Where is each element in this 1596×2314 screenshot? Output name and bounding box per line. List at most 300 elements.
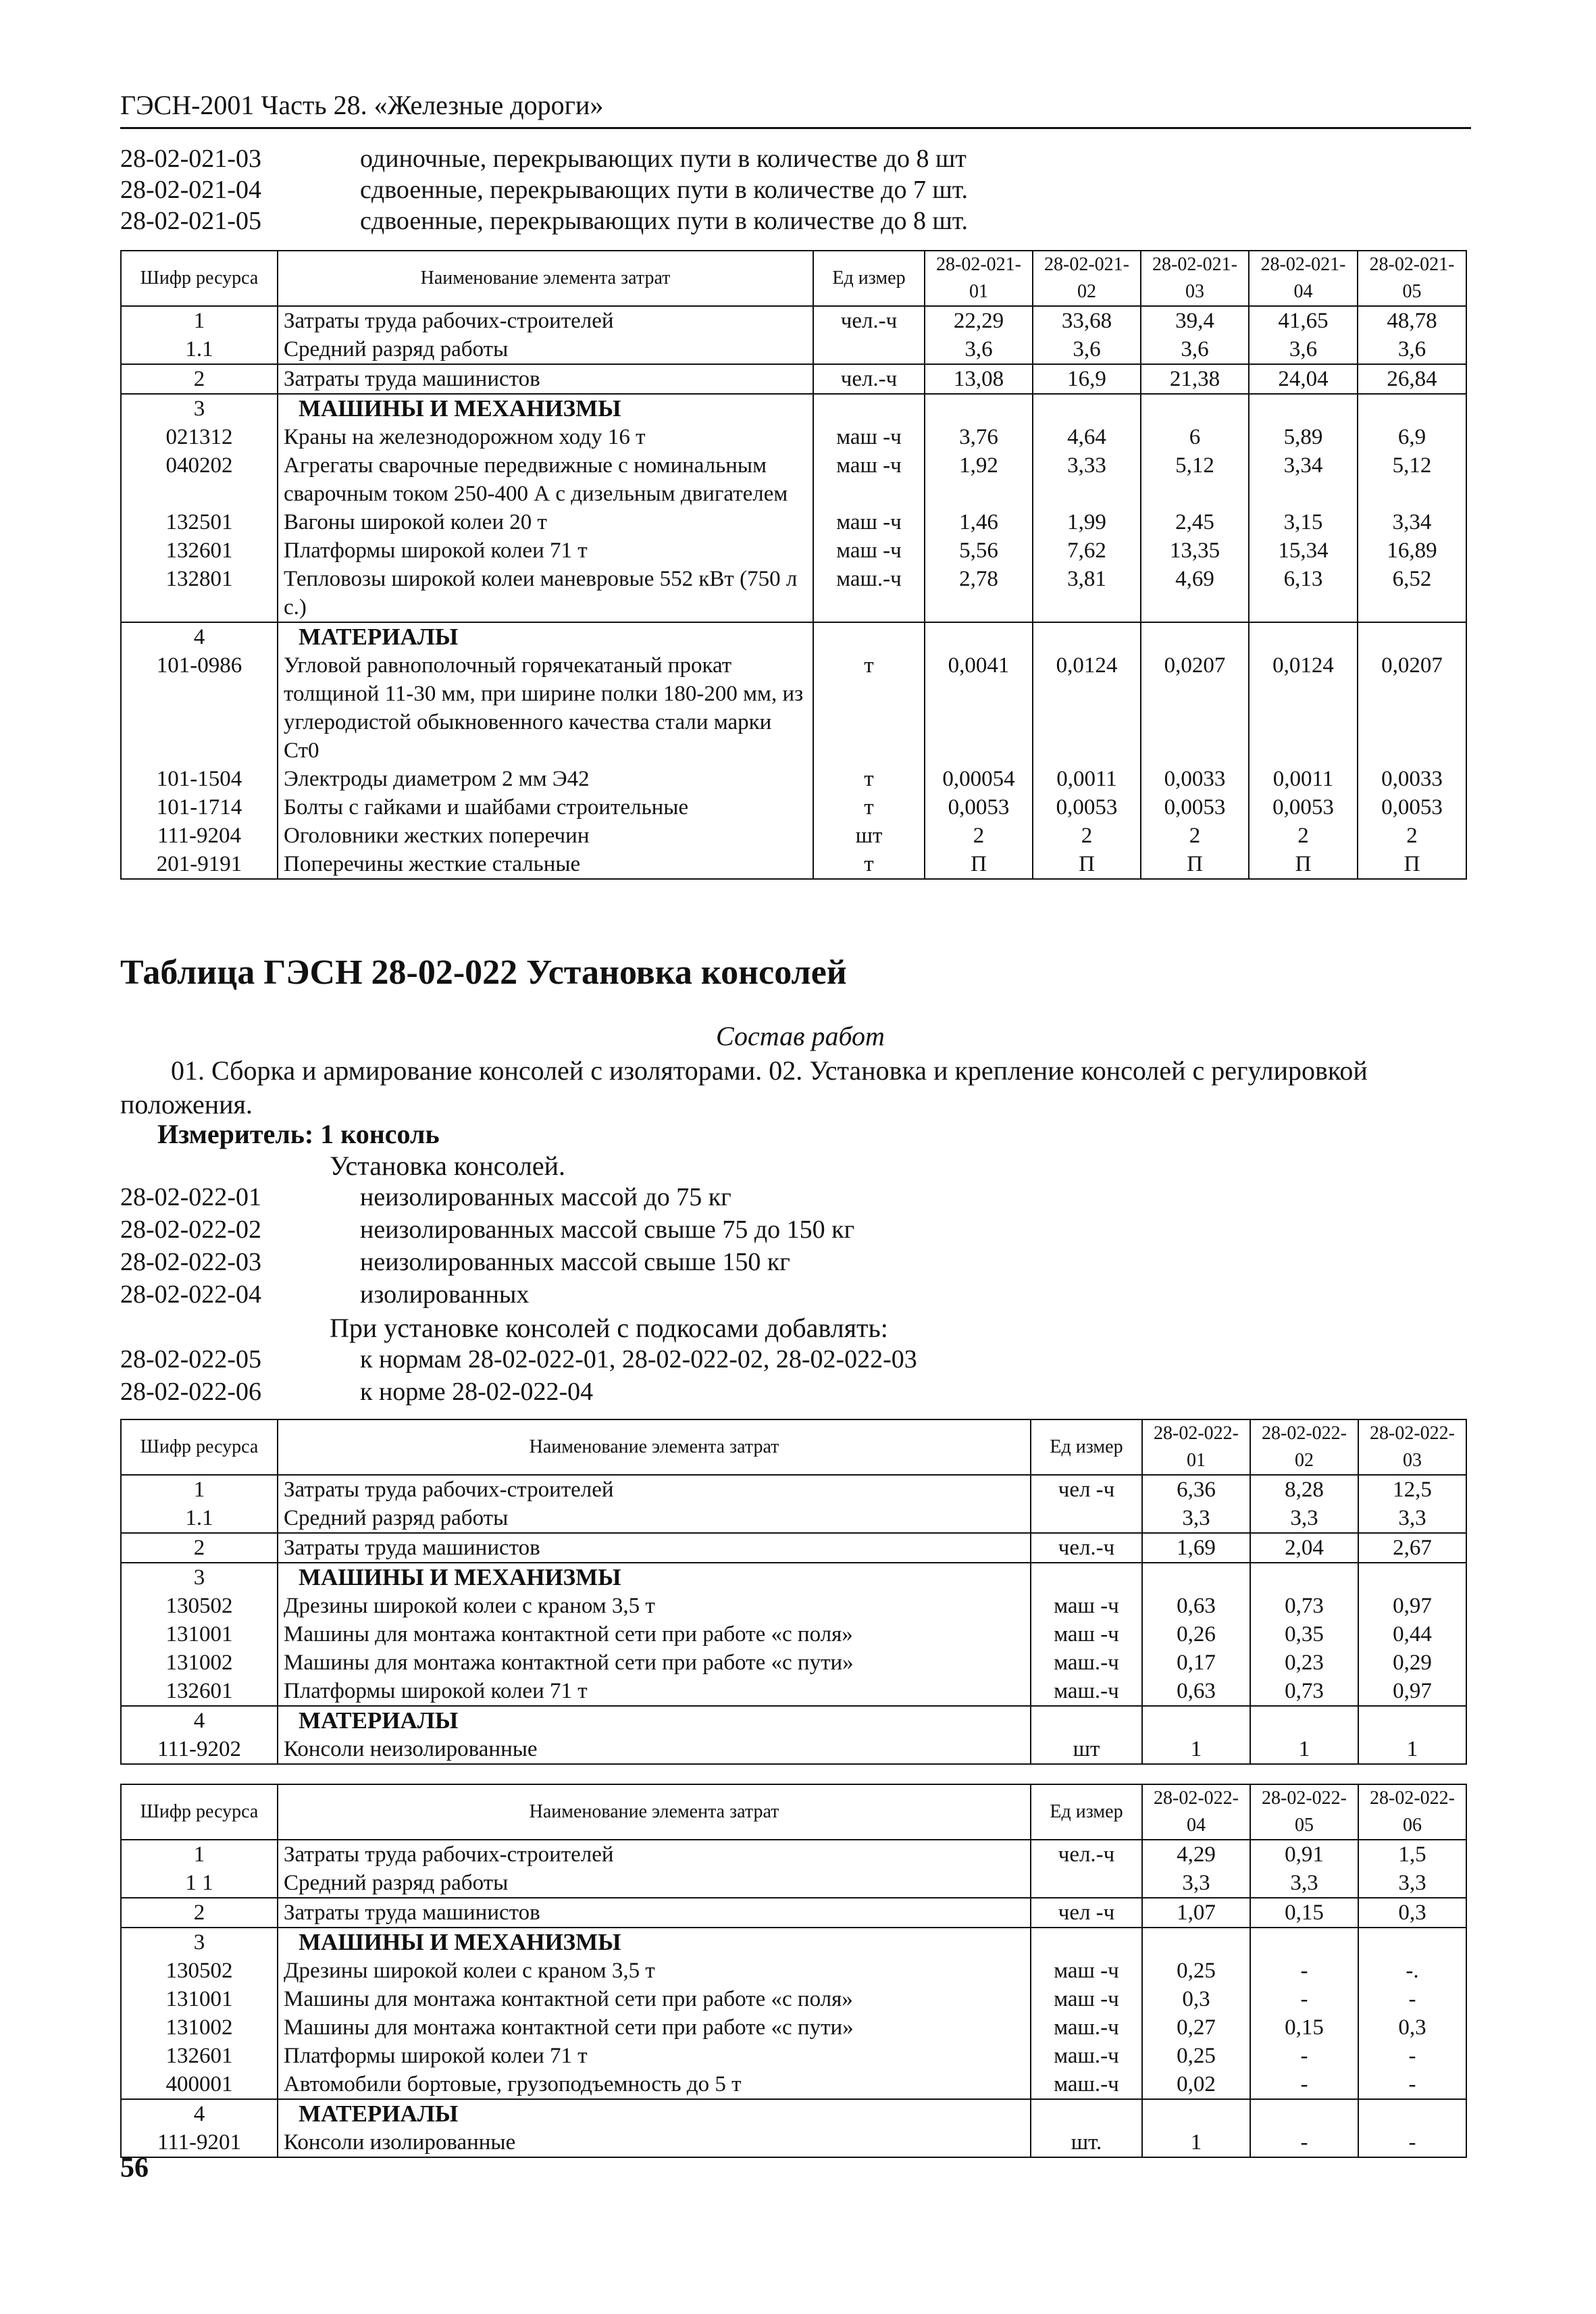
- unit-cell: [1031, 2099, 1142, 2128]
- table-row: [121, 765, 1466, 793]
- value-cell: 0,0011: [1249, 765, 1358, 793]
- resource-code-cell: 131001: [121, 1620, 278, 1649]
- value-cell: 3,6: [1033, 335, 1141, 364]
- table-row: [121, 1735, 1466, 1764]
- value-cell: П: [1249, 850, 1358, 879]
- unit-cell: т: [813, 850, 925, 879]
- value-cell: [1358, 622, 1466, 651]
- value-cell: 8,28: [1250, 1475, 1358, 1504]
- table-row: [121, 793, 1466, 822]
- cipher-header: Шифр ресурса: [121, 1784, 278, 1840]
- unit-cell: маш -ч: [813, 451, 925, 508]
- running-header: ГЭСН-2001 Часть 28. «Железные дороги»: [120, 90, 604, 120]
- resource-code-cell: 4: [121, 1706, 278, 1735]
- table-row: [121, 1985, 1466, 2013]
- resource-code-cell: 400001: [121, 2070, 278, 2099]
- cipher-header: Шифр ресурса: [121, 1419, 278, 1475]
- unit-cell: [1031, 1928, 1142, 1957]
- norm-code: 28-02-022-06: [120, 1378, 261, 1406]
- table-row: [121, 1869, 1466, 1898]
- resource-name-cell: Платформы широкой колеи 71 т: [278, 1677, 1031, 1706]
- unit-cell: маш -ч: [813, 423, 925, 451]
- resource-name-cell: Машины для монтажа контактной сети при работе «с поля»: [278, 1620, 1031, 1649]
- resource-name-cell: Оголовники жестких поперечин: [278, 822, 813, 850]
- value-cell: 2: [1249, 822, 1358, 850]
- norm-description: одиночные, перекрывающих пути в количестве до 8 шт: [360, 145, 967, 173]
- value-cell: -: [1358, 2128, 1466, 2157]
- unit-cell: т: [813, 765, 925, 793]
- value-cell: 0,0011: [1033, 765, 1141, 793]
- unit-cell: маш -ч: [813, 508, 925, 536]
- measure-unit: Измеритель: 1 консоль: [157, 1119, 440, 1149]
- value-cell: -: [1358, 2070, 1466, 2099]
- resource-code-cell: 1: [121, 306, 278, 335]
- resource-code-cell: 111-9202: [121, 1735, 278, 1764]
- unit-cell: чел.-ч: [1031, 1840, 1142, 1869]
- resource-code-cell: 3: [121, 1563, 278, 1592]
- code-line: [120, 1247, 1471, 1278]
- value-cell: 0,0053: [1141, 793, 1249, 822]
- resource-code-cell: 111-9201: [121, 2128, 278, 2157]
- resource-code-cell: 3: [121, 1928, 278, 1957]
- table-row: [121, 364, 1466, 394]
- value-cell: [1358, 394, 1466, 423]
- resource-code-cell: 101-1504: [121, 765, 278, 793]
- norm-column-header: 28-02-022-03: [1358, 1419, 1466, 1475]
- norm-column-header: 28-02-021-03: [1141, 251, 1249, 306]
- value-cell: [1142, 1928, 1250, 1957]
- norm-description: неизолированных массой до 75 кг: [360, 1183, 731, 1211]
- category-heading-cell: МАШИНЫ И МЕХАНИЗМЫ: [278, 1928, 1031, 1957]
- value-cell: 24,04: [1249, 364, 1358, 394]
- resource-table-2: [120, 1419, 1467, 1765]
- value-cell: 0,3: [1358, 1898, 1466, 1928]
- resource-name-cell: Затраты труда машинистов: [278, 364, 813, 394]
- unit-cell: маш.-ч: [1031, 1649, 1142, 1677]
- addition-note: При установке консолей с подкосами добавлять:: [330, 1313, 888, 1343]
- category-heading-cell: МАТЕРИАЛЫ: [278, 2099, 1031, 2128]
- value-cell: 3,76: [925, 423, 1033, 451]
- resource-name-cell: Средний разряд работы: [278, 1504, 1031, 1533]
- value-cell: [1249, 394, 1358, 423]
- value-cell: 39,4: [1141, 306, 1249, 335]
- value-cell: [1250, 1563, 1358, 1592]
- code-line: [120, 1344, 1471, 1375]
- table-row: [121, 822, 1466, 850]
- table-row: [121, 1620, 1466, 1649]
- value-cell: 3,6: [925, 335, 1033, 364]
- value-cell: 6,13: [1249, 565, 1358, 622]
- value-cell: [1249, 622, 1358, 651]
- value-cell: 1: [1358, 1735, 1466, 1764]
- resource-code-cell: 132501: [121, 508, 278, 536]
- value-cell: 0,15: [1250, 1898, 1358, 1928]
- resource-name-cell: Средний разряд работы: [278, 335, 813, 364]
- value-cell: 0,17: [1142, 1649, 1250, 1677]
- name-header: Наименование элемента затрат: [278, 1784, 1031, 1840]
- value-cell: 12,5: [1358, 1475, 1466, 1504]
- value-cell: 0,73: [1250, 1677, 1358, 1706]
- table-row: [121, 1504, 1466, 1533]
- value-cell: 1,5: [1358, 1840, 1466, 1869]
- value-cell: 16,89: [1358, 536, 1466, 565]
- value-cell: 0,0124: [1033, 651, 1141, 765]
- resource-name-cell: Электроды диаметром 2 мм Э42: [278, 765, 813, 793]
- value-cell: 4,29: [1142, 1840, 1250, 1869]
- value-cell: 3,6: [1141, 335, 1249, 364]
- value-cell: 2: [1141, 822, 1249, 850]
- value-cell: 0,97: [1358, 1677, 1466, 1706]
- resource-code-cell: 2: [121, 1533, 278, 1563]
- norm-column-header: 28-02-022-05: [1250, 1784, 1358, 1840]
- norm-column-header: 28-02-021-04: [1249, 251, 1358, 306]
- value-cell: 0,0124: [1249, 651, 1358, 765]
- subsection-heading: Установка консолей.: [330, 1151, 566, 1181]
- unit-cell: чел.-ч: [1031, 1533, 1142, 1563]
- table-row: [121, 1840, 1466, 1869]
- page-number: 56: [120, 2153, 149, 2184]
- value-cell: 5,89: [1249, 423, 1358, 451]
- table-row: [121, 850, 1466, 879]
- resource-code-cell: 4: [121, 622, 278, 651]
- norm-code: 28-02-022-01: [120, 1183, 261, 1211]
- name-header: Наименование элемента затрат: [278, 251, 813, 306]
- table-row: [121, 1475, 1466, 1504]
- category-row: [121, 1563, 1466, 1592]
- value-cell: 3,3: [1142, 1869, 1250, 1898]
- value-cell: 41,65: [1249, 306, 1358, 335]
- value-cell: 2,04: [1250, 1533, 1358, 1563]
- value-cell: 3,3: [1358, 1504, 1466, 1533]
- resource-code-cell: 131002: [121, 1649, 278, 1677]
- norm-column-header: 28-02-022-02: [1250, 1419, 1358, 1475]
- code-line: [120, 143, 1471, 174]
- table-row: [121, 2042, 1466, 2070]
- value-cell: 3,3: [1250, 1504, 1358, 1533]
- value-cell: -: [1358, 2042, 1466, 2070]
- resource-name-cell: Дрезины широкой колеи с краном 3,5 т: [278, 1957, 1031, 1985]
- value-cell: [1358, 2099, 1466, 2128]
- category-heading-cell: МАТЕРИАЛЫ: [278, 622, 813, 651]
- value-cell: 5,12: [1358, 451, 1466, 508]
- table-header-row: [121, 1419, 1466, 1475]
- category-row: [121, 1706, 1466, 1735]
- value-cell: 0,00054: [925, 765, 1033, 793]
- value-cell: 4,64: [1033, 423, 1141, 451]
- unit-cell: шт: [813, 822, 925, 850]
- value-cell: -: [1250, 2070, 1358, 2099]
- value-cell: 1,07: [1142, 1898, 1250, 1928]
- value-cell: 0,26: [1142, 1620, 1250, 1649]
- resource-name-cell: Машины для монтажа контактной сети при работе «с пути»: [278, 1649, 1031, 1677]
- unit-cell: [1031, 1563, 1142, 1592]
- value-cell: 3,15: [1249, 508, 1358, 536]
- resource-name-cell: Затраты труда машинистов: [278, 1533, 1031, 1563]
- value-cell: П: [1141, 850, 1249, 879]
- work-composition-text: 01. Сборка и армирование консолей с изоляторами. 02. Установка и крепление консолей с регулировкой положения.: [120, 1055, 1368, 1120]
- value-cell: 0,02: [1142, 2070, 1250, 2099]
- resource-code-cell: 040202: [121, 451, 278, 508]
- resource-code-cell: 101-0986: [121, 651, 278, 765]
- value-cell: 3,6: [1358, 335, 1466, 364]
- value-cell: 0,63: [1142, 1677, 1250, 1706]
- value-cell: 15,34: [1249, 536, 1358, 565]
- resource-name-cell: Затраты труда рабочих-строителей: [278, 306, 813, 335]
- value-cell: -: [1358, 1985, 1466, 2013]
- value-cell: 1,69: [1142, 1533, 1250, 1563]
- resource-code-cell: 131001: [121, 1985, 278, 2013]
- unit-cell: маш -ч: [1031, 1985, 1142, 2013]
- value-cell: 1: [1142, 2128, 1250, 2157]
- unit-cell: маш.-ч: [1031, 2013, 1142, 2042]
- value-cell: 2: [1358, 822, 1466, 850]
- norm-description: к норме 28-02-022-04: [360, 1378, 594, 1406]
- unit-cell: маш.-ч: [1031, 1677, 1142, 1706]
- value-cell: 48,78: [1358, 306, 1466, 335]
- resource-table-1: [120, 250, 1467, 880]
- value-cell: 0,73: [1250, 1592, 1358, 1620]
- norm-description: неизолированных массой свыше 75 до 150 кг: [360, 1215, 855, 1244]
- value-cell: П: [925, 850, 1033, 879]
- norm-column-header: 28-02-022-01: [1142, 1419, 1250, 1475]
- norm-code: 28-02-022-05: [120, 1345, 261, 1374]
- value-cell: 16,9: [1033, 364, 1141, 394]
- resource-code-cell: 132601: [121, 1677, 278, 1706]
- resource-name-cell: Болты с гайками и шайбами строительные: [278, 793, 813, 822]
- value-cell: 1,92: [925, 451, 1033, 508]
- value-cell: 0,0033: [1358, 765, 1466, 793]
- resource-code-cell: 132601: [121, 536, 278, 565]
- value-cell: 7,62: [1033, 536, 1141, 565]
- value-cell: 0,23: [1250, 1649, 1358, 1677]
- value-cell: [1358, 1706, 1466, 1735]
- value-cell: 1: [1142, 1735, 1250, 1764]
- value-cell: 0,27: [1142, 2013, 1250, 2042]
- unit-cell: чел.-ч: [813, 364, 925, 394]
- table-row: [121, 423, 1466, 451]
- table-row: [121, 1649, 1466, 1677]
- value-cell: [925, 394, 1033, 423]
- value-cell: 3,3: [1250, 1869, 1358, 1898]
- resource-code-cell: 3: [121, 394, 278, 423]
- value-cell: 6: [1141, 423, 1249, 451]
- value-cell: 3,33: [1033, 451, 1141, 508]
- norm-description: сдвоенные, перекрывающих пути в количестве до 8 шт.: [360, 207, 969, 235]
- norm-code: 28-02-021-04: [120, 176, 261, 204]
- value-cell: П: [1033, 850, 1141, 879]
- resource-name-cell: Машины для монтажа контактной сети при работе «с поля»: [278, 1985, 1031, 2013]
- value-cell: 0,0053: [925, 793, 1033, 822]
- norm-code: 28-02-022-04: [120, 1280, 261, 1309]
- value-cell: 0,0053: [1033, 793, 1141, 822]
- resource-table-3: [120, 1784, 1467, 2158]
- resource-code-cell: 2: [121, 364, 278, 394]
- value-cell: [1250, 1706, 1358, 1735]
- table-row: [121, 335, 1466, 364]
- value-cell: -: [1250, 2128, 1358, 2157]
- table-row: [121, 451, 1466, 508]
- value-cell: 5,56: [925, 536, 1033, 565]
- unit-cell: [1031, 1504, 1142, 1533]
- unit-cell: [813, 335, 925, 364]
- unit-cell: маш.-ч: [1031, 2042, 1142, 2070]
- value-cell: [1141, 622, 1249, 651]
- resource-code-cell: 2: [121, 1898, 278, 1928]
- value-cell: 0,0033: [1141, 765, 1249, 793]
- value-cell: 3,3: [1142, 1504, 1250, 1533]
- resource-name-cell: Затраты труда рабочих-строителей: [278, 1840, 1031, 1869]
- resource-name-cell: Машины для монтажа контактной сети при работе «с пути»: [278, 2013, 1031, 2042]
- category-heading-cell: МАШИНЫ И МЕХАНИЗМЫ: [278, 394, 813, 423]
- value-cell: 13,08: [925, 364, 1033, 394]
- value-cell: 0,44: [1358, 1620, 1466, 1649]
- unit-header: Ед измер: [813, 251, 925, 306]
- category-row: [121, 1928, 1466, 1957]
- norm-code: 28-02-021-05: [120, 207, 261, 235]
- value-cell: 0,0053: [1358, 793, 1466, 822]
- category-heading-cell: МАТЕРИАЛЫ: [278, 1706, 1031, 1735]
- work-composition-title: Состав работ: [716, 1021, 885, 1051]
- resource-name-cell: Консоли неизолированные: [278, 1735, 1031, 1764]
- value-cell: 2,78: [925, 565, 1033, 622]
- value-cell: [925, 622, 1033, 651]
- value-cell: [1142, 1563, 1250, 1592]
- table-row: [121, 2128, 1466, 2157]
- value-cell: -: [1250, 2042, 1358, 2070]
- resource-code-cell: 1.1: [121, 1504, 278, 1533]
- value-cell: 0,25: [1142, 1957, 1250, 1985]
- resource-code-cell: 201-9191: [121, 850, 278, 879]
- value-cell: 3,81: [1033, 565, 1141, 622]
- value-cell: П: [1358, 850, 1466, 879]
- value-cell: 0,0207: [1141, 651, 1249, 765]
- value-cell: [1358, 1928, 1466, 1957]
- value-cell: 3,6: [1249, 335, 1358, 364]
- code-line: [120, 1376, 1471, 1407]
- value-cell: 0,35: [1250, 1620, 1358, 1649]
- value-cell: 0,0041: [925, 651, 1033, 765]
- norm-code: 28-02-022-03: [120, 1248, 261, 1276]
- unit-cell: [813, 622, 925, 651]
- resource-name-cell: Средний разряд работы: [278, 1869, 1031, 1898]
- value-cell: -.: [1358, 1957, 1466, 1985]
- unit-cell: чел.-ч: [813, 306, 925, 335]
- resource-name-cell: Платформы широкой колеи 71 т: [278, 536, 813, 565]
- norm-description: неизолированных массой свыше 150 кг: [360, 1248, 790, 1276]
- resource-name-cell: Автомобили бортовые, грузоподъемность до 5 т: [278, 2070, 1031, 2099]
- unit-cell: маш -ч: [1031, 1620, 1142, 1649]
- value-cell: 6,36: [1142, 1475, 1250, 1504]
- category-heading-cell: МАШИНЫ И МЕХАНИЗМЫ: [278, 1563, 1031, 1592]
- unit-header: Ед измер: [1031, 1784, 1142, 1840]
- norm-description: сдвоенные, перекрывающих пути в количестве до 7 шт.: [360, 176, 969, 204]
- table-row: [121, 2070, 1466, 2099]
- value-cell: 0,97: [1358, 1592, 1466, 1620]
- resource-code-cell: 1 1: [121, 1869, 278, 1898]
- resource-code-cell: 131002: [121, 2013, 278, 2042]
- unit-cell: шт: [1031, 1735, 1142, 1764]
- category-row: [121, 394, 1466, 423]
- resource-name-cell: Краны на железнодорожном ходу 16 т: [278, 423, 813, 451]
- value-cell: [1141, 394, 1249, 423]
- resource-name-cell: Вагоны широкой колеи 20 т: [278, 508, 813, 536]
- value-cell: [1033, 622, 1141, 651]
- unit-cell: маш -ч: [813, 536, 925, 565]
- value-cell: 3,34: [1358, 508, 1466, 536]
- norm-code: 28-02-022-02: [120, 1215, 261, 1244]
- value-cell: [1358, 1563, 1466, 1592]
- header-rule: [120, 127, 1471, 129]
- value-cell: 2,45: [1141, 508, 1249, 536]
- table-row: [121, 508, 1466, 536]
- table-row: [121, 1677, 1466, 1706]
- resource-code-cell: 101-1714: [121, 793, 278, 822]
- unit-cell: маш -ч: [1031, 1592, 1142, 1620]
- value-cell: 2: [1033, 822, 1141, 850]
- resource-code-cell: 132601: [121, 2042, 278, 2070]
- value-cell: 1: [1250, 1735, 1358, 1764]
- value-cell: [1250, 2099, 1358, 2128]
- resource-code-cell: 1.1: [121, 335, 278, 364]
- table-row: [121, 1898, 1466, 1928]
- table-header-row: [121, 251, 1466, 306]
- value-cell: 22,29: [925, 306, 1033, 335]
- table-row: [121, 536, 1466, 565]
- value-cell: 0,3: [1142, 1985, 1250, 2013]
- value-cell: 0,63: [1142, 1592, 1250, 1620]
- unit-cell: маш.-ч: [1031, 2070, 1142, 2099]
- table-row: [121, 1533, 1466, 1563]
- resource-code-cell: 132801: [121, 565, 278, 622]
- resource-name-cell: Агрегаты сварочные передвижные с номинальным сварочным током 250-400 А с дизельным двигателем: [278, 451, 813, 508]
- norm-code: 28-02-021-03: [120, 145, 261, 173]
- category-row: [121, 622, 1466, 651]
- value-cell: 13,35: [1141, 536, 1249, 565]
- value-cell: [1142, 2099, 1250, 2128]
- code-line: [120, 1182, 1471, 1213]
- resource-name-cell: Затраты труда машинистов: [278, 1898, 1031, 1928]
- resource-code-cell: 130502: [121, 1957, 278, 1985]
- norm-column-header: 28-02-022-06: [1358, 1784, 1466, 1840]
- value-cell: 5,12: [1141, 451, 1249, 508]
- value-cell: 1,46: [925, 508, 1033, 536]
- table-header-row: [121, 1784, 1466, 1840]
- table-row: [121, 2013, 1466, 2042]
- resource-code-cell: 1: [121, 1840, 278, 1869]
- resource-name-cell: Платформы широкой колеи 71 т: [278, 2042, 1031, 2070]
- unit-header: Ед измер: [1031, 1419, 1142, 1475]
- table-row: [121, 1957, 1466, 1985]
- resource-code-cell: 4: [121, 2099, 278, 2128]
- value-cell: 6,52: [1358, 565, 1466, 622]
- value-cell: 33,68: [1033, 306, 1141, 335]
- value-cell: 0,3: [1358, 2013, 1466, 2042]
- unit-cell: чел -ч: [1031, 1898, 1142, 1928]
- unit-cell: т: [813, 793, 925, 822]
- cipher-header: Шифр ресурса: [121, 251, 278, 306]
- code-line: [120, 1279, 1471, 1310]
- value-cell: 0,91: [1250, 1840, 1358, 1869]
- value-cell: 4,69: [1141, 565, 1249, 622]
- unit-cell: чел -ч: [1031, 1475, 1142, 1504]
- table-row: [121, 306, 1466, 335]
- norm-column-header: 28-02-021-05: [1358, 251, 1466, 306]
- value-cell: 2,67: [1358, 1533, 1466, 1563]
- resource-name-cell: Поперечины жесткие стальные: [278, 850, 813, 879]
- value-cell: 2: [925, 822, 1033, 850]
- resource-code-cell: 130502: [121, 1592, 278, 1620]
- name-header: Наименование элемента затрат: [278, 1419, 1031, 1475]
